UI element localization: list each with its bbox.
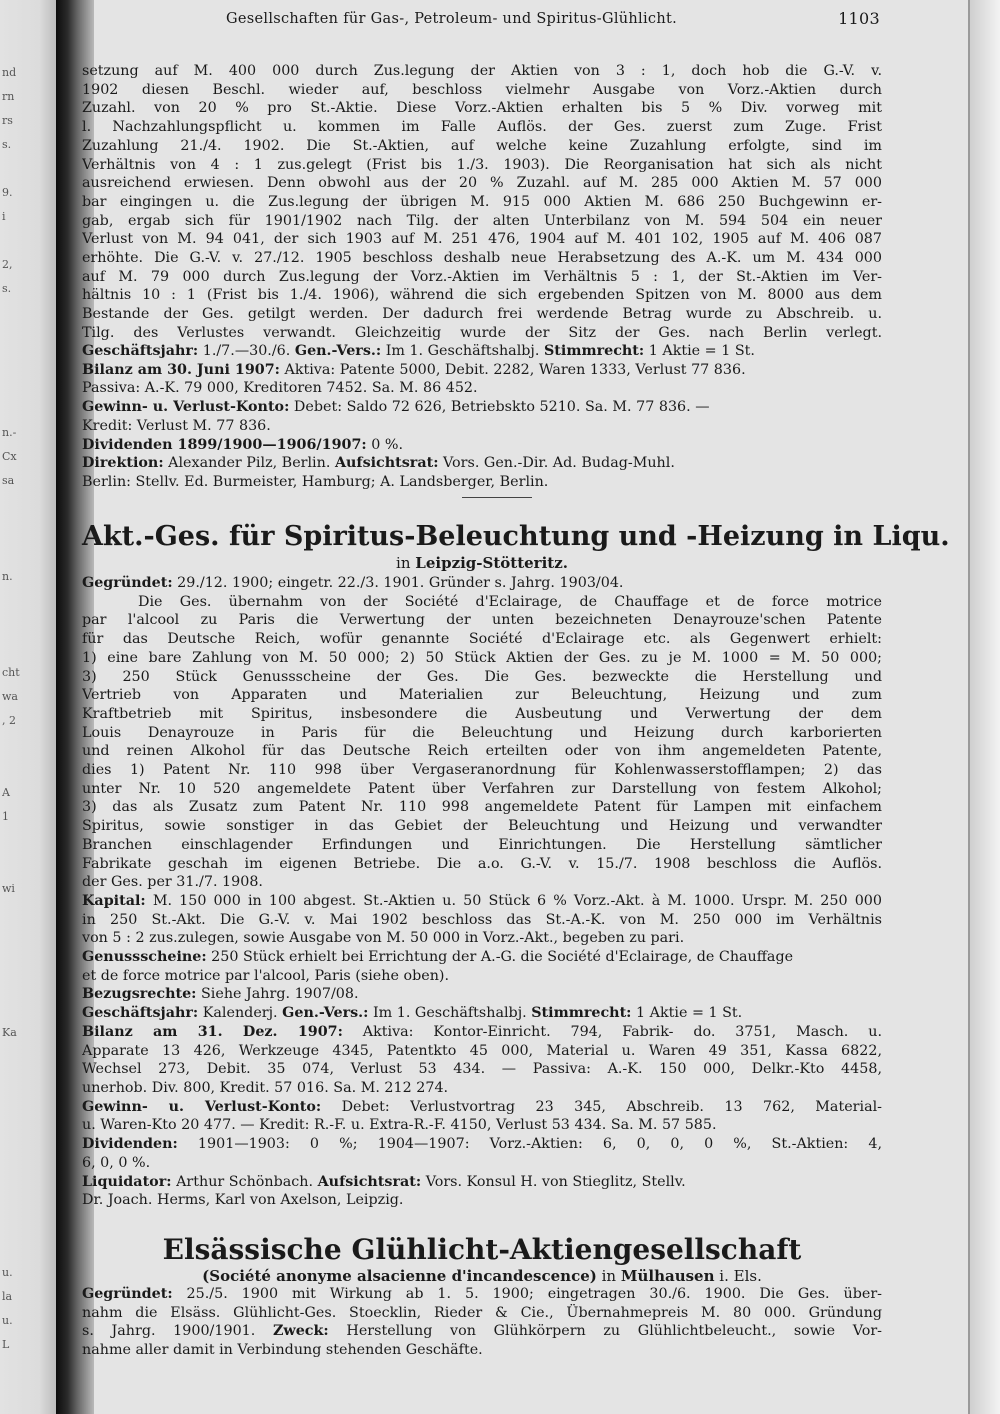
text-line: Bestande der Ges. getilgt werden. Der dadurch frei werdende Betrag wurde zu Abschreib. u. xyxy=(82,306,882,323)
label: Stimmrecht: xyxy=(531,1005,632,1022)
text-line xyxy=(82,985,882,1004)
section-3-text xyxy=(82,1285,882,1360)
geschaeftsjahr-line xyxy=(82,342,882,361)
value: Debet: Saldo 72 626, Betriebskto 5210. Sa. M. 77 836. — xyxy=(289,399,710,416)
location-name: Leipzig-Stötteritz. xyxy=(415,554,568,572)
label: Gegründet: xyxy=(82,1286,173,1302)
value: 25./5. 1900 mit Wirkung ab 1. 5. 1900; eingetragen 30./6. 1900. Die Ges. über- xyxy=(172,1286,882,1302)
text-line: Tilg. des Verlustes verwandt. Gleichzeitig wurde der Sitz der Ges. nach Berlin verlegt. xyxy=(82,324,882,341)
value: s. Jahrg. 1900/1901. xyxy=(82,1323,273,1340)
label: Stimmrecht: xyxy=(543,343,645,359)
text-line: erhöhte. Die G.-V. v. 27./12. 1905 beschloss deshalb neue Herabsetzung des A.-K. um M. 434 000 xyxy=(82,250,882,267)
previous-page-fragment: Ka xyxy=(2,1026,17,1039)
label: Aufsichtsrat: xyxy=(317,1173,422,1190)
value: 1901—1903: 0 %; 1904—1907: Vorz.-Aktien: 6, 0, 0, 0 %, St.-Aktien: 4, xyxy=(177,1136,882,1153)
text-line: gab, ergab sich für 1901/1902 nach Tilg. der alten Unterbilanz von M. 594 504 ein neuer xyxy=(82,212,882,229)
previous-page-fragment: la xyxy=(2,1290,13,1303)
text-line xyxy=(82,1079,882,1098)
french-name: (Société anonyme alsacienne d'incandescence) xyxy=(202,1267,597,1285)
previous-page-fragment: nd xyxy=(2,66,17,79)
label: Geschäftsjahr: xyxy=(82,1005,199,1022)
value: 0 %. xyxy=(366,436,404,453)
label: Gewinn- u. Verlust-Konto: xyxy=(82,1098,322,1115)
label: Geschäftsjahr: xyxy=(82,343,199,359)
financial-details xyxy=(82,892,882,1210)
previous-page-fragment: s. xyxy=(2,138,12,151)
value: Vors. Konsul H. von Stieglitz, Stellv. xyxy=(421,1173,686,1190)
liquidator-line-2: Dr. Joach. Herms, Karl von Axelson, Leipzig. xyxy=(82,1192,404,1209)
previous-page-fragment: A xyxy=(2,786,10,799)
previous-page-fragment: i xyxy=(2,210,6,223)
value: 1./7.—30./6. xyxy=(198,343,295,359)
previous-page-fragment: n. xyxy=(2,570,13,583)
previous-page-fragment: Cx xyxy=(2,450,17,463)
text-line: Louis Denayrouze in Paris für die Beleuchtung und Heizung durch karborierten xyxy=(82,724,882,741)
text-line: 3) 250 Stück Genussscheine der Ges. Die Ges. bezweckte die Herstellung und xyxy=(82,668,882,685)
value: Debet: Verlustvortrag 23 345, Abschreib. 13 762, Material- xyxy=(321,1098,882,1115)
company-title-elsaessische: Elsässische Glühlicht-Aktiengesellschaft xyxy=(162,1233,802,1266)
value: Aktiva: Kontor-Einricht. 794, Fabrik- do. 3751, Masch. u. xyxy=(342,1023,882,1040)
text-line: setzung auf M. 400 000 durch Zus.legung der Aktien von 3 : 1, doch hob die G.-V. v. xyxy=(82,63,882,79)
label: Gewinn- u. Verlust-Konto: xyxy=(82,399,290,416)
label: Kapital: xyxy=(82,892,146,909)
value: nahme aller damit in Verbindung stehenden Geschäfte. xyxy=(82,1342,483,1359)
label: Dividenden 1899/1900—1906/1907: xyxy=(82,436,367,453)
text-line: 1902 diesen Beschl. wieder auf, beschloss vielmehr Ausgabe von Vorz.-Aktien durch xyxy=(82,81,882,98)
label: Dividenden: xyxy=(82,1136,178,1153)
text-line: Die Ges. übernahm von der Société d'Eclairage, de Chauffage et de force motrice xyxy=(138,593,882,610)
label: Bilanz am 31. Dez. 1907: xyxy=(82,1023,343,1040)
text-line xyxy=(82,892,882,911)
stellv-line: Berlin: Stellv. Ed. Burmeister, Hamburg; A. Landsberger, Berlin. xyxy=(82,473,549,490)
previous-page-fragment: wi xyxy=(2,882,15,895)
value: Herstellung von Glühkörpern zu Glühlichtbeleucht., sowie Vor- xyxy=(328,1323,882,1340)
label: Genussscheine: xyxy=(82,949,207,966)
kredit-line: Kredit: Verlust M. 77 836. xyxy=(82,417,271,434)
location-name: Mülhausen xyxy=(620,1267,715,1285)
value: Kalenderj. xyxy=(198,1005,283,1022)
label: Gegründet: xyxy=(82,575,173,591)
section-divider xyxy=(462,497,532,498)
text-line: dies 1) Patent Nr. 110 998 über Vergaseranordnung für Kohlenwasserstofflampen; 2) das xyxy=(82,762,882,779)
text-line: Vertrieb von Apparaten und Materialien zur Beleuchtung, Heizung und zum xyxy=(82,687,882,704)
previous-page-fragment: 9. xyxy=(2,186,13,199)
text-line xyxy=(82,967,882,986)
text-line xyxy=(82,948,882,967)
previous-page-fragment: , 2 xyxy=(2,714,16,727)
text-line: hältnis 10 : 1 (Frist bis 1./4. 1906), während die sich ergebenden Spitzen von M. 8000 aus dem xyxy=(82,287,882,304)
value: 1 Aktie = 1 St. xyxy=(644,343,755,359)
text-line: auf M. 79 000 durch Zus.legung der Vorz.-Aktien im Verhältnis 5 : 1, der St.-Aktien im Ver- xyxy=(82,268,882,285)
text-line xyxy=(82,1322,882,1341)
text-line: der Ges. per 31./7. 1908. xyxy=(82,874,263,891)
value: 6, 0, 0 %. xyxy=(82,1154,151,1171)
page-number: 1103 xyxy=(838,9,880,28)
text-line: ausreichend erwiesen. Denn obwohl aus der 20 % Zuzahl. auf M. 285 000 Aktien M. 57 000 xyxy=(82,175,882,192)
value: nahm die Elsäss. Glühlicht-Ges. Stoecklin, Rieder & Cie., Übernahmepreis M. 80 000. Gründung xyxy=(82,1304,882,1321)
previous-page-fragment: u. xyxy=(2,1314,13,1327)
value: unerhob. Div. 800, Kredit. 57 016. Sa. M. 212 274. xyxy=(82,1079,449,1096)
liquidator-line xyxy=(82,1173,882,1192)
text-line: Branchen einschlagender Erfindungen und Einrichtungen. Die Herstellung sämtlicher xyxy=(82,836,882,853)
text-line: 1) eine bare Zahlung von M. 50 000; 2) 50 Stück Aktien der Ges. zu je M. 1000 = M. 50 000; xyxy=(82,649,882,666)
text-line: Kraftbetrieb mit Spiritus, insbesondere die Ausbeutung und Verwertung der dem xyxy=(82,705,882,722)
value: Alexander Pilz, Berlin. xyxy=(163,455,335,472)
value: M. 150 000 in 100 abgest. St.-Aktien u. 50 Stück 6 % Vorz.-Akt. à M. 1000. Urspr. M. 250 000 xyxy=(145,892,882,909)
section-2-text xyxy=(82,574,882,1210)
previous-page-fragment: u. xyxy=(2,1266,13,1279)
text-line: für das Deutsche Reich, wofür genannte Société d'Eclairage etc. als Gegenwert erhielt: xyxy=(82,631,882,648)
bilanz-line xyxy=(82,361,882,380)
passiva-line: Passiva: A.-K. 79 000, Kreditoren 7452. Sa. M. 86 452. xyxy=(82,380,478,397)
value: Vors. Gen.-Dir. Ad. Budag-Muhl. xyxy=(438,455,675,472)
company-location xyxy=(82,553,882,573)
text-line: Fabrikate geschah im eigenen Betriebe. Die a.o. G.-V. v. 15./7. 1908 beschloss die Auflös. xyxy=(82,855,882,872)
dividenden-line xyxy=(82,436,882,455)
value: in 250 St.-Akt. Die G.-V. v. Mai 1902 beschloss das St.-A.-K. von M. 250 000 im Verhältnis xyxy=(82,911,882,928)
page-edge-right xyxy=(968,0,1000,1414)
section-1-details xyxy=(82,342,882,492)
text-line: Verlust von M. 94 041, der sich 1903 auf M. 251 476, 1904 auf M. 401 102, 1905 auf M. 406 087 xyxy=(82,231,882,248)
value: Aktiva: Patente 5000, Debit. 2282, Waren 1333, Verlust 77 836. xyxy=(279,361,746,378)
label: Zweck: xyxy=(272,1323,329,1340)
label: Direktion: xyxy=(82,455,164,472)
previous-page-fragment: 2, xyxy=(2,258,13,271)
text-line: Verhältnis von 4 : 1 zus.gelegt (Frist bis 1./3. 1903). Die Reorganisation hat sich als nicht xyxy=(82,156,882,173)
value: Apparate 13 426, Werkzeuge 4345, Patentkto 45 000, Material u. Waren 49 351, Kassa 6822, xyxy=(82,1042,882,1059)
text-line: Zuzahlung 21./4. 1902. Die St.-Aktien, auf welche keine Zuzahlung erfolgte, sind im xyxy=(82,137,882,154)
value: Im 1. Geschäftshalbj. xyxy=(368,1005,532,1022)
value: 250 Stück erhielt bei Errichtung der A.-G. die Société d'Eclairage, de Chauffage xyxy=(206,949,794,966)
text-line xyxy=(82,929,882,948)
text-line xyxy=(82,1042,882,1061)
value: 1 Aktie = 1 St. xyxy=(631,1005,743,1022)
text-line: l. Nachzahlungspflicht u. kommen im Falle Auflös. der Ges. zuerst zum Zuge. Frist xyxy=(82,119,882,136)
text-line: und reinen Alkohol für das Deutsche Reich erteilten oder von ihm angemeldeten Patente, xyxy=(82,743,882,760)
text-line xyxy=(82,1135,882,1154)
text-line xyxy=(82,1304,882,1323)
label: Liquidator: xyxy=(82,1173,172,1190)
previous-page-fragment: n.- xyxy=(2,426,17,439)
value: von 5 : 2 zus.zulegen, sowie Ausgabe von M. 50 000 in Vorz.-Akt., begeben zu pari. xyxy=(82,930,685,947)
running-header-title: Gesellschaften für Gas-, Petroleum- und Spiritus-Glühlicht. xyxy=(226,11,678,27)
company-subtitle xyxy=(82,1266,882,1286)
text-line: bar eingingen u. die Zus.legung der übrigen M. 915 000 Aktien M. 686 250 Buchgewinn er- xyxy=(82,193,882,210)
text-line xyxy=(82,911,882,930)
value: u. Waren-Kto 20 477. — Kredit: R.-F. u. Extra-R.-F. 4150, Verlust 53 434. Sa. M. 57 585. xyxy=(82,1117,717,1134)
location-suffix: i. Els. xyxy=(719,1267,762,1285)
previous-page-edge xyxy=(0,0,56,1414)
label: Gen.-Vers.: xyxy=(294,343,382,359)
value: Arthur Schönbach. xyxy=(171,1173,318,1190)
previous-page-fragment: L xyxy=(2,1338,10,1351)
company-title-spiritus: Akt.-Ges. für Spiritus-Beleuchtung und -Heizung in Liqu. xyxy=(82,521,950,552)
running-header xyxy=(82,10,894,32)
text-line: par l'alcool zu Paris die Verwertung der unten bezeichneten Denayrouze'schen Patente xyxy=(82,612,882,629)
gewinn-line xyxy=(82,398,882,417)
previous-page-fragment: s. xyxy=(2,282,12,295)
text-line xyxy=(82,1060,882,1079)
text-line xyxy=(82,1154,882,1173)
text-line: unter Nr. 10 520 angemeldete Patent über Verfahren zur Darstellung von festem Alkohol; xyxy=(82,780,882,797)
text-line xyxy=(82,1098,882,1117)
label: Gen.-Vers.: xyxy=(282,1005,369,1022)
text-line xyxy=(82,1341,882,1360)
value: Wechsel 273, Debit. 35 074, Verlust 53 434. — Passiva: A.-K. 150 000, Delkr.-Kto 4458, xyxy=(82,1061,882,1078)
text-line xyxy=(82,1116,882,1135)
previous-page-fragment: wa xyxy=(2,690,18,703)
value: Im 1. Geschäftshalbj. xyxy=(381,343,544,359)
section-1-text xyxy=(82,62,882,343)
gegruendet-line xyxy=(82,574,882,593)
text-line xyxy=(82,1285,882,1304)
value: Siehe Jahrg. 1907/08. xyxy=(196,986,359,1003)
previous-page-fragment: cht xyxy=(2,666,20,679)
geschaeftsjahr-line xyxy=(82,1004,882,1023)
direktion-line xyxy=(82,454,882,473)
text-line: Spiritus, sowie sonstiger in das Gebiet der Beleuchtung und Heizung und verwandter xyxy=(82,818,882,835)
value: et de force motrice par l'alcool, Paris (siehe oben). xyxy=(82,967,450,984)
previous-page-fragment: 1 xyxy=(2,810,9,823)
previous-page-fragment: rn xyxy=(2,90,15,103)
text-line xyxy=(82,1023,882,1042)
value: 29./12. 1900; eingetr. 22./3. 1901. Gründer s. Jahrg. 1903/04. xyxy=(172,575,624,591)
label: Aufsichtsrat: xyxy=(334,455,439,472)
label: Bilanz am 30. Juni 1907: xyxy=(82,361,280,378)
previous-page-fragment: sa xyxy=(2,474,15,487)
text-line: Zuzahl. von 20 % pro St.-Aktie. Diese Vorz.-Aktien erhalten bis 5 % Div. vorweg mit xyxy=(82,100,882,117)
location-prefix: in xyxy=(396,554,411,572)
description-body xyxy=(82,593,882,892)
previous-page-fragment: rs xyxy=(2,114,13,127)
location-prefix: in xyxy=(601,1267,617,1285)
label: Bezugsrechte: xyxy=(82,986,197,1003)
text-line: 3) das als Zusatz zum Patent Nr. 110 998 angemeldete Patent für Lampen mit einfachem xyxy=(82,799,882,816)
